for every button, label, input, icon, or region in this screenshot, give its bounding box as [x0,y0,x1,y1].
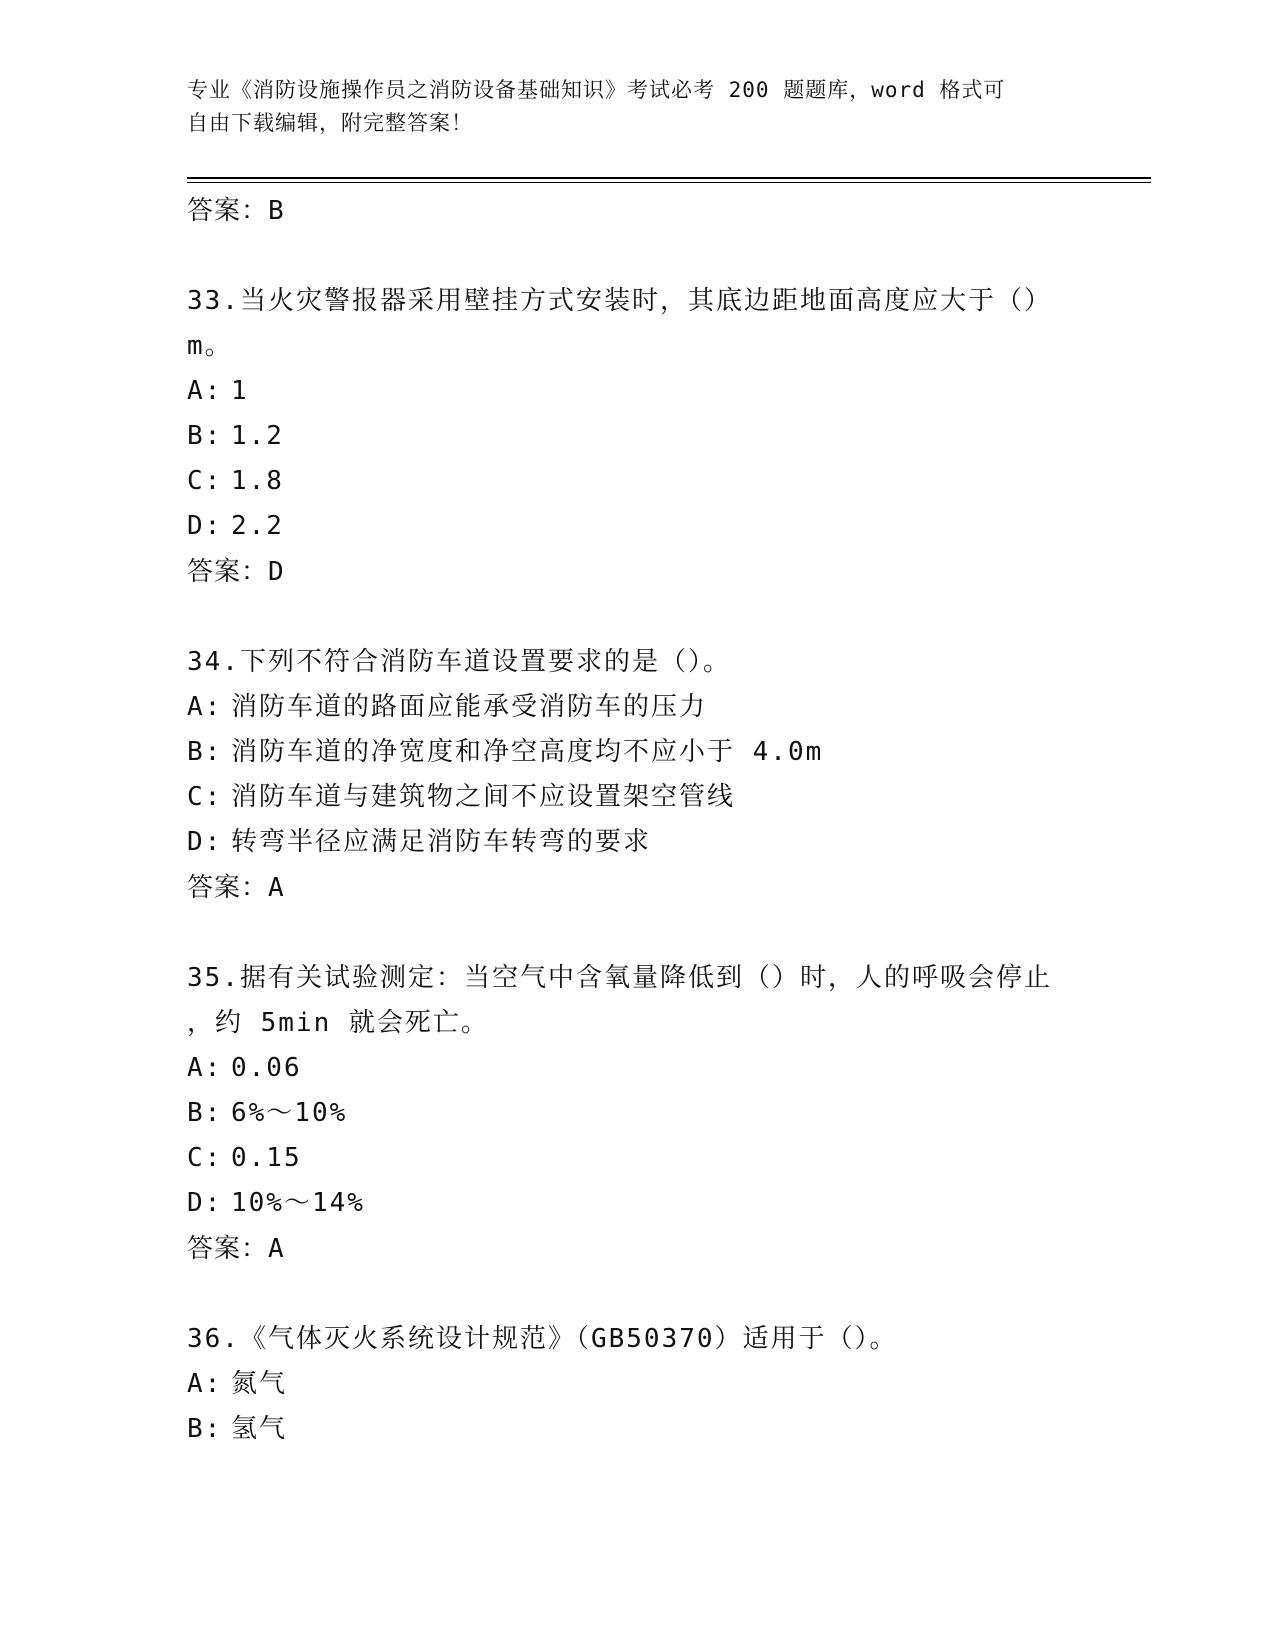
option-label: B: [187,421,223,451]
answer-line: 答案：A [187,873,285,903]
option-d [187,1181,1127,1226]
option-text: 1.8 [231,466,284,496]
question-text: 34.下列不符合消防车道设置要求的是（）。 [187,647,731,677]
option-text: 消防车道的净宽度和净空高度均不应小于 4.0m [231,737,824,767]
document-header [187,74,1087,140]
option-a [187,1046,1127,1091]
answer-line: 答案：D [187,557,285,587]
option-a [187,369,1127,414]
option-label: B: [187,737,223,767]
option-b [187,730,1127,775]
option-b [187,1407,1127,1452]
header-divider-thin [187,182,1151,183]
option-b [187,414,1127,459]
option-text: 转弯半径应满足消防车转弯的要求 [231,827,652,857]
option-label: A: [187,1053,223,1083]
option-label: A: [187,1369,223,1399]
option-label: D: [187,827,223,857]
option-a [187,1362,1127,1407]
header-divider [187,177,1151,179]
option-label: C: [187,782,223,812]
question-block [187,279,1127,595]
option-label: B: [187,1414,223,1444]
option-c [187,775,1127,820]
option-text: 氮气 [231,1369,288,1399]
option-text: 1 [231,376,249,406]
option-d [187,504,1127,549]
option-d [187,820,1127,865]
question-text: m。 [187,331,233,361]
option-label: D: [187,511,223,541]
option-label: B: [187,1098,223,1128]
question-text: 35.据有关试验测定：当空气中含氧量降低到（）时，人的呼吸会停止 [187,963,1052,993]
option-label: C: [187,466,223,496]
option-text: 消防车道与建筑物之间不应设置架空管线 [231,782,736,812]
answer-line: 答案：A [187,1234,285,1264]
question-text: 33.当火灾警报器采用壁挂方式安装时，其底边距地面高度应大于（） [187,286,1052,316]
option-text: 10%～14% [231,1188,365,1218]
option-text: 0.15 [231,1143,302,1173]
question-block [187,956,1127,1272]
question-text: 36.《气体灭火系统设计规范》（GB50370）适用于（）。 [187,1324,898,1354]
option-text: 6%～10% [231,1098,348,1128]
header-line: 自由下载编辑，附完整答案！ [187,111,473,135]
question-block [187,640,1127,911]
option-a [187,685,1127,730]
option-label: A: [187,692,223,722]
option-text: 0.06 [231,1053,302,1083]
option-text: 氢气 [231,1414,288,1444]
question-text: ，约 5min 就会死亡。 [187,1008,489,1038]
option-label: D: [187,1188,223,1218]
option-b [187,1091,1127,1136]
question-list [187,188,1127,1452]
option-text: 1.2 [231,421,284,451]
header-line: 专业《消防设施操作员之消防设备基础知识》考试必考 200 题题库，word 格式可 [187,78,1006,102]
option-c [187,459,1127,504]
option-label: A: [187,376,223,406]
question-block [187,1317,1127,1452]
option-c [187,1136,1127,1181]
answer-line: 答案：B [187,196,285,226]
option-label: C: [187,1143,223,1173]
option-text: 2.2 [231,511,284,541]
option-text: 消防车道的路面应能承受消防车的压力 [231,692,708,722]
